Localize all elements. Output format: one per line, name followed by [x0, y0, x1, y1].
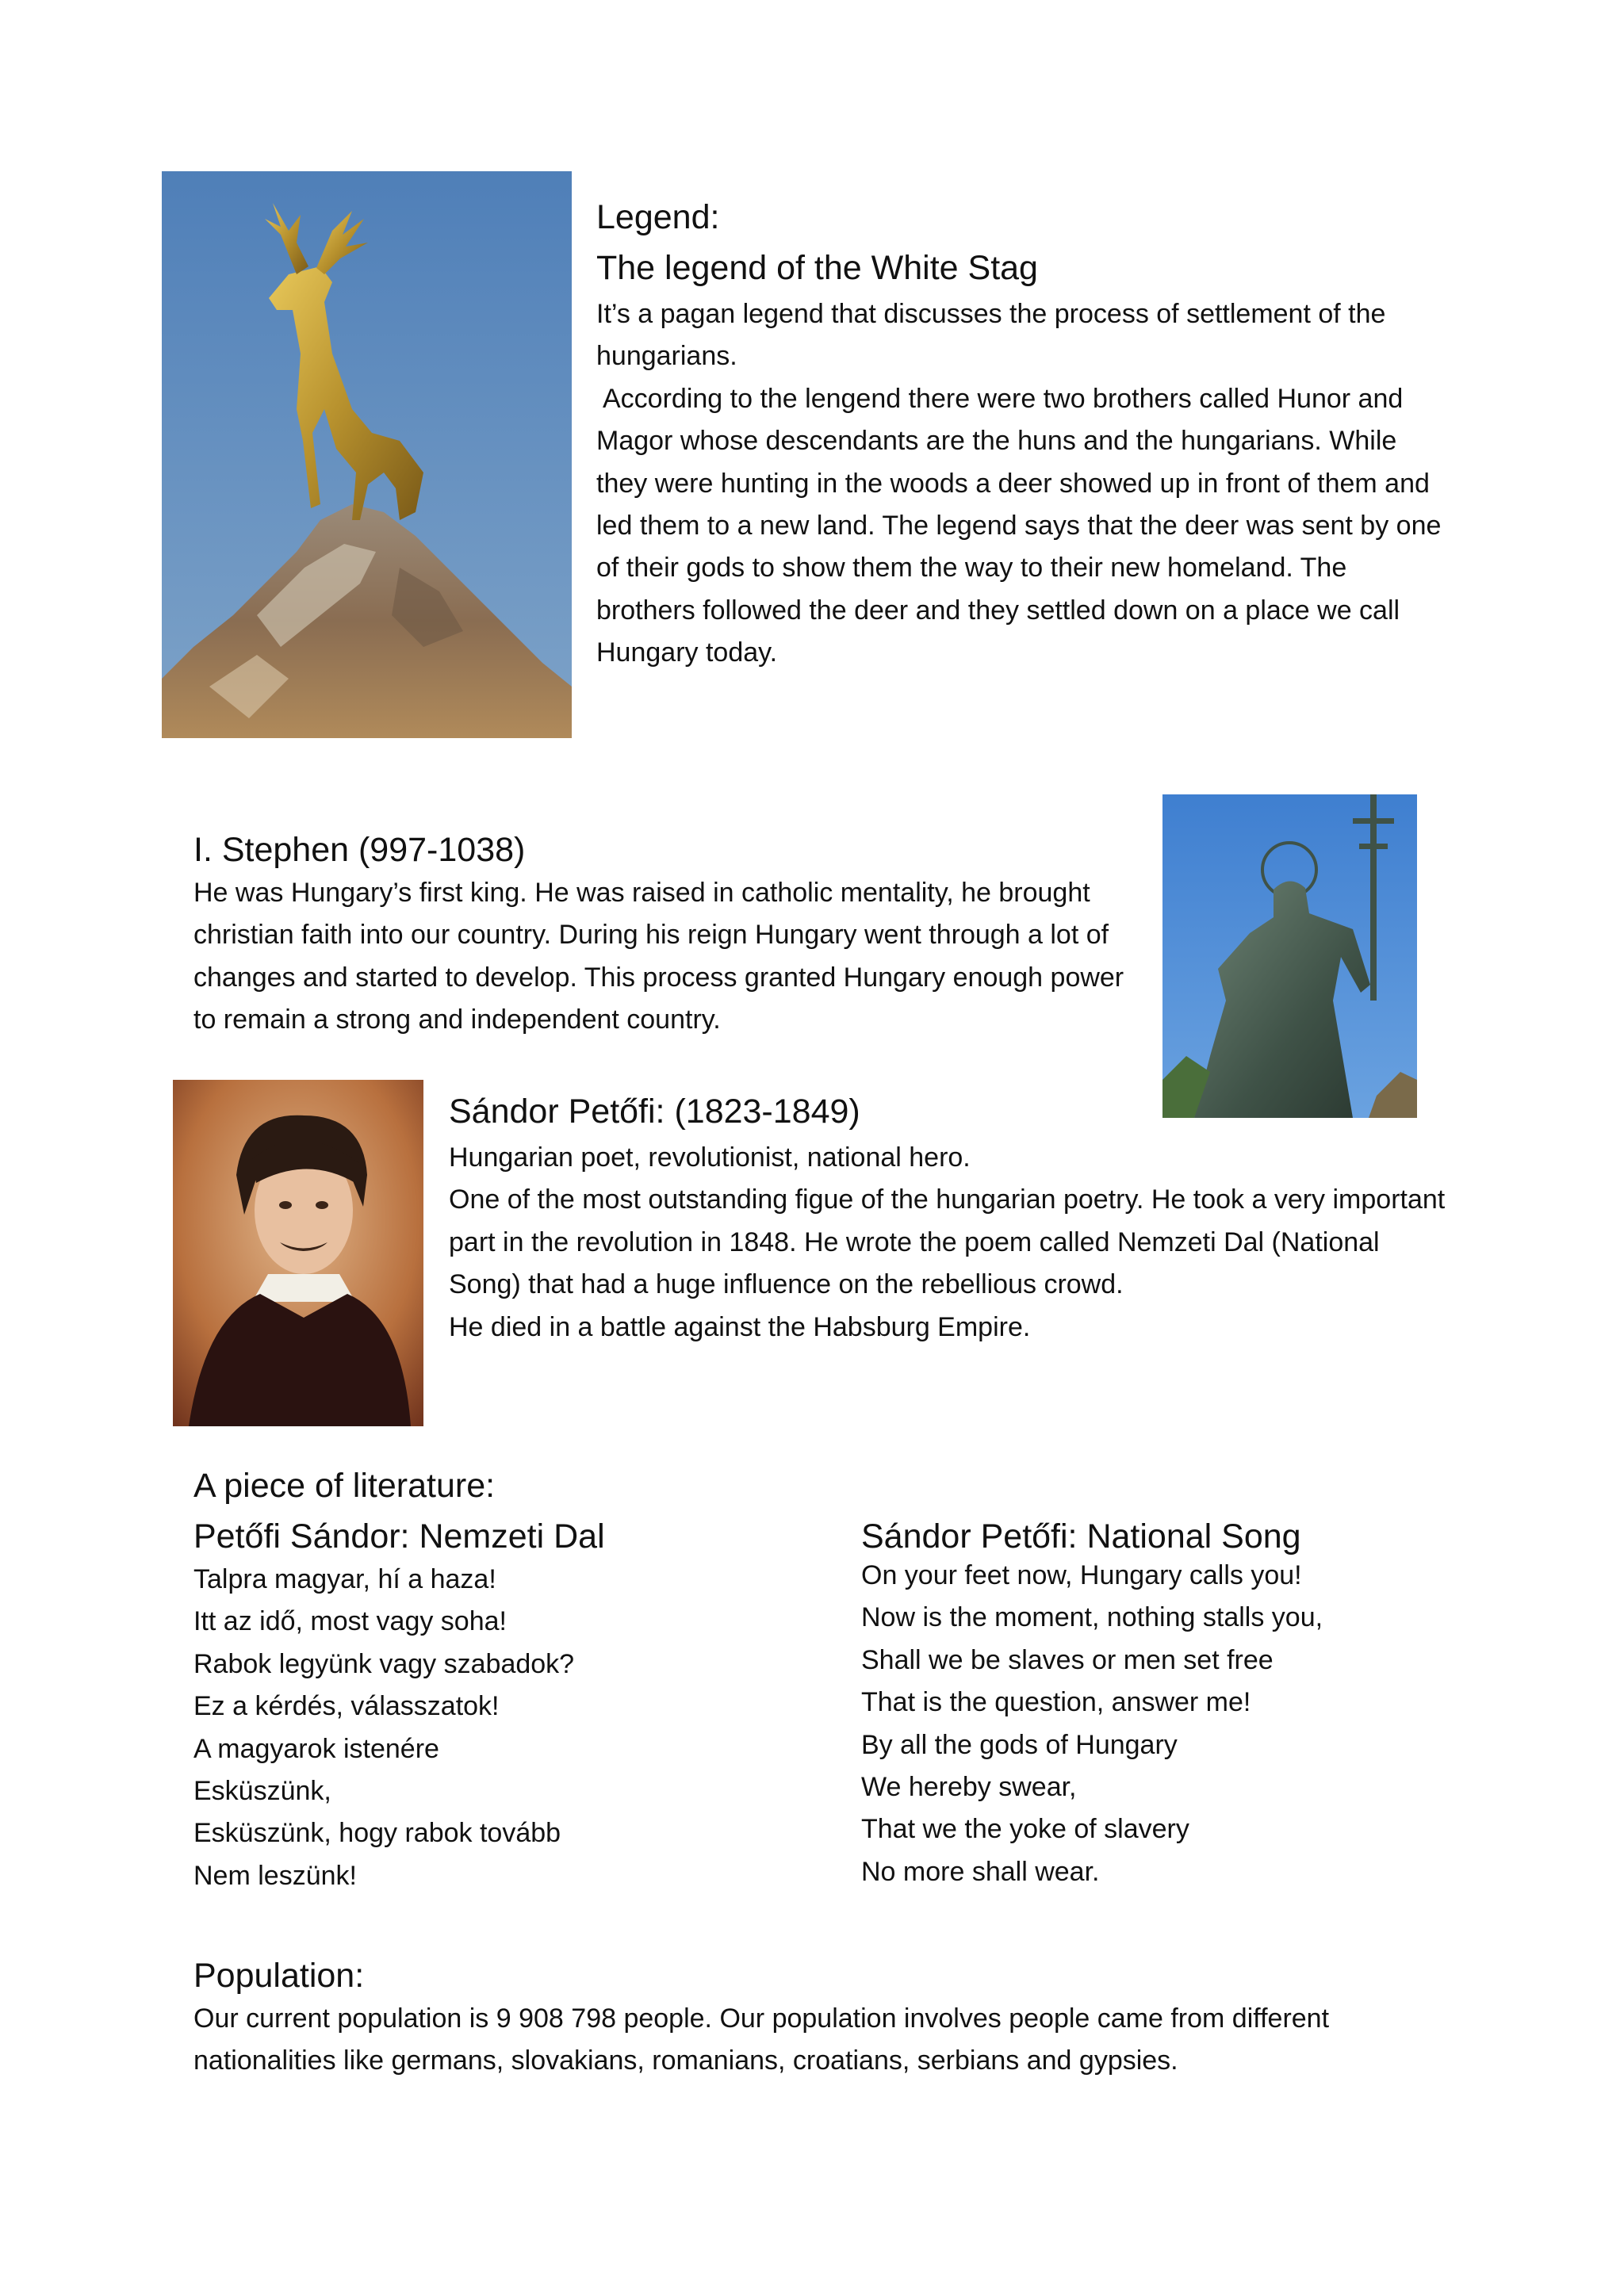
petofi-line-1: Hungarian poet, revolutionist, national hero. [449, 1142, 971, 1173]
poem-translation-line: Shall we be slaves or men set free [861, 1644, 1274, 1675]
poem-original [193, 1514, 828, 1897]
poem-translation-line: That we the yoke of slavery [861, 1814, 1189, 1845]
poem-translation [861, 1514, 1575, 1893]
population-section [193, 1954, 1478, 2083]
poem-original-line: Rabok legyünk vagy szabadok? [193, 1648, 575, 1679]
petofi-line-2: One of the most outstanding figue of the hungarian poetry. He took a very important part in the revolution in 1848. He wrote the poem called Nemzeti Dal (National Song) that had a huge influence on the rebellious crowd. [449, 1184, 1446, 1300]
population-body: Our current population is 9 908 798 people. Our population involves people came from different nationalities like germans, slovakians, romanians, croatians, serbians and gypsies. [193, 2003, 1330, 2076]
stephen-section [193, 828, 1129, 1042]
stephen-heading: I. Stephen (997-1038) [193, 831, 526, 869]
poem-translation-line: By all the gods of Hungary [861, 1729, 1178, 1760]
poem-translation-line: We hereby swear, [861, 1772, 1077, 1803]
poem-original-line: Esküszünk, [193, 1776, 331, 1807]
petofi-portrait [173, 1080, 423, 1426]
population-heading: Population: [193, 1957, 365, 1995]
literature-section [193, 1464, 1462, 1508]
poem-translation-line: That is the question, answer me! [861, 1687, 1251, 1718]
poem-translation-title: Sándor Petőfi: National Song [861, 1517, 1301, 1556]
stephen-body: He was Hungary’s first king. He was raised in catholic mentality, he brought christian faith into our country. During his reign Hungary went through a lot of changes and started to develop. This process granted Hungary enough power to remain a strong and independent country. [193, 878, 1124, 1035]
legend-subtitle: The legend of the White Stag [596, 249, 1038, 287]
poem-translation-line: No more shall wear. [861, 1856, 1100, 1887]
poem-original-title: Petőfi Sándor: Nemzeti Dal [193, 1517, 605, 1556]
literature-heading: A piece of literature: [193, 1467, 496, 1505]
legend-section [596, 195, 1453, 675]
poem-translation-line: Now is the moment, nothing stalls you, [861, 1602, 1323, 1633]
legend-heading: Legend: [596, 198, 720, 236]
poem-original-line: Ez a kérdés, válasszatok! [193, 1691, 500, 1722]
petofi-line-3: He died in a battle against the Habsburg Empire. [449, 1311, 1031, 1342]
poem-original-line: Nem leszünk! [193, 1860, 357, 1891]
poem-original-line: Itt az idő, most vagy soha! [193, 1606, 507, 1637]
poem-original-line: Talpra magyar, hí a haza! [193, 1564, 496, 1594]
poem-original-line: Esküszünk, hogy rabok tovább [193, 1818, 561, 1849]
petofi-heading: Sándor Petőfi: (1823-1849) [449, 1093, 860, 1131]
golden-stag-statue-photo [162, 171, 572, 738]
king-stephen-statue-photo [1162, 794, 1417, 1118]
poem-translation-line: On your feet now, Hungary calls you! [861, 1560, 1302, 1590]
legend-paragraph-2: According to the lengend there were two brothers called Hunor and Magor whose descendants are the huns and the hungarians. While they were hunting in the woods a deer showed up in front of them and led them to a new land. The legend says that the deer was sent by one of their gods to show them the way to their new homeland. The brothers followed the deer and they settled down on a place we call Hungary today. [596, 383, 1442, 668]
poem-original-line: A magyarok istenére [193, 1733, 439, 1764]
petofi-section [449, 1089, 1448, 1349]
legend-paragraph-1: It’s a pagan legend that discusses the process of settlement of the hungarians. [596, 299, 1386, 372]
